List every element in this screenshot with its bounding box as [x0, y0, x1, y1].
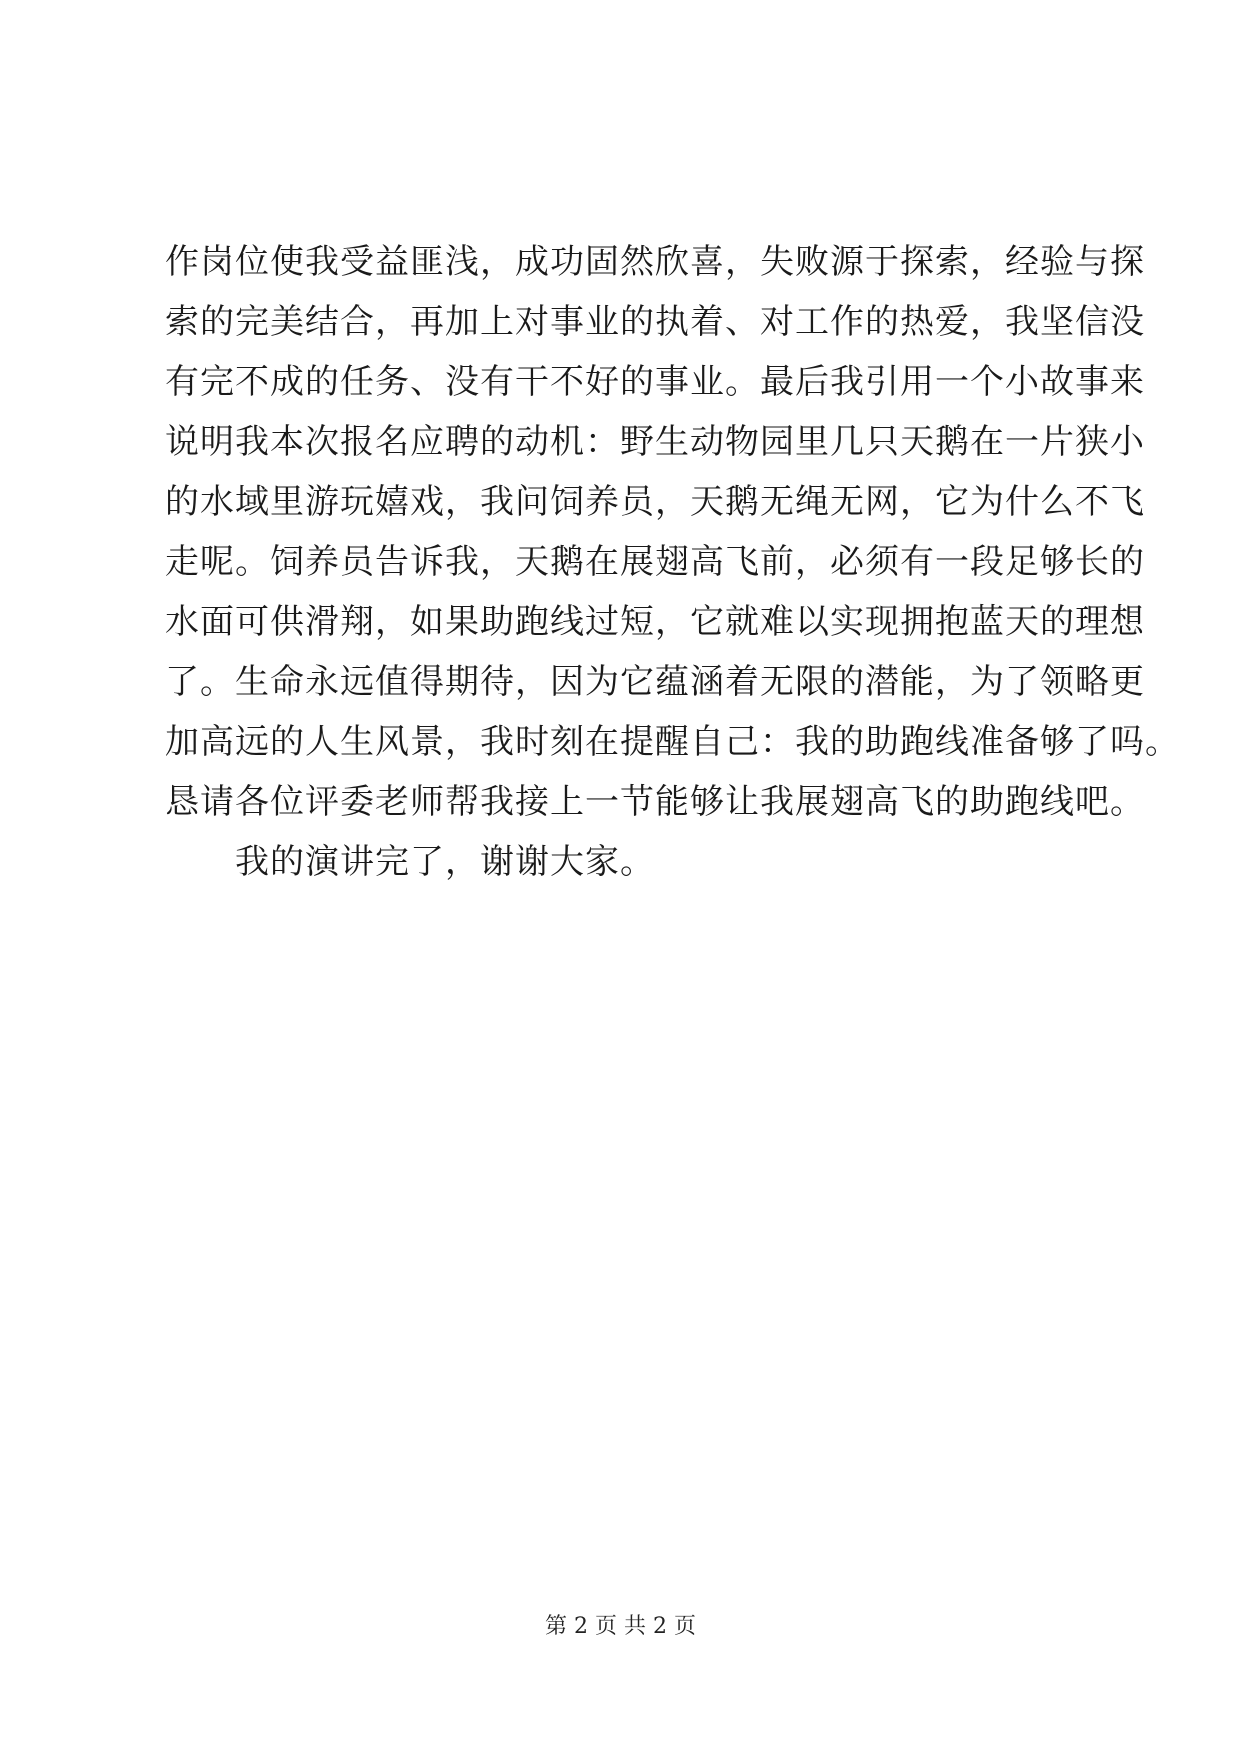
document-body	[165, 232, 1180, 892]
text-line: 水面可供滑翔，如果助跑线过短，它就难以实现拥抱蓝天的理想	[165, 602, 1145, 642]
text-line: 的水域里游玩嬉戏，我问饲养员，天鹅无绳无网，它为什么不飞	[165, 482, 1145, 522]
text-line: 说明我本次报名应聘的动机：野生动物园里几只天鹅在一片狭小	[165, 422, 1145, 462]
text-line: 作岗位使我受益匪浅，成功固然欣喜，失败源于探索，经验与探	[165, 242, 1145, 282]
text-line: 加高远的人生风景，我时刻在提醒自己：我的助跑线准备够了吗。	[165, 722, 1180, 762]
text-line: 走呢。饲养员告诉我，天鹅在展翅高飞前，必须有一段足够长的	[165, 542, 1145, 582]
text-line: 恳请各位评委老师帮我接上一节能够让我展翅高飞的助跑线吧。	[165, 782, 1145, 822]
page-number-footer: 第 2 页 共 2 页	[545, 1614, 696, 1639]
closing-paragraph: 我的演讲完了，谢谢大家。	[235, 842, 655, 882]
text-line: 索的完美结合，再加上对事业的执着、对工作的热爱，我坚信没	[165, 302, 1145, 342]
text-line: 了。生命永远值得期待，因为它蕴涵着无限的潜能，为了领略更	[165, 662, 1145, 702]
text-line: 有完不成的任务、没有干不好的事业。最后我引用一个小故事来	[165, 362, 1145, 402]
